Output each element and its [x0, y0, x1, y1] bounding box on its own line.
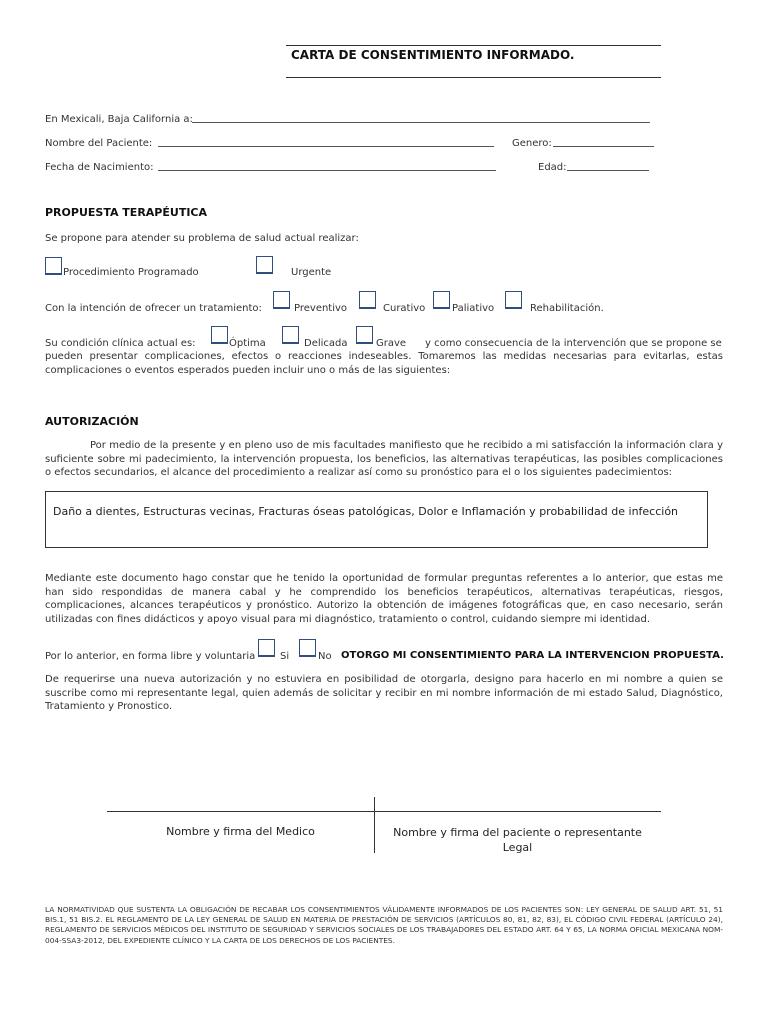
patient-signature-line2: Legal [502, 841, 533, 854]
birth-date-field[interactable] [158, 170, 496, 171]
palliative-label: Paliativo [452, 303, 495, 314]
curative-checkbox[interactable] [359, 291, 376, 309]
title-top-rule [286, 45, 661, 46]
representative-paragraph: De requerirse una nueva autorización y no estuviera en posibilidad de otorgarla, designo para hacerlo en mi nombre a quien se suscribe como mi representante legal, quien además de solicitar y recibir en mi nombre información de mi estado Salud, Diagnóstico, Tratamiento y Pronostico. [45, 674, 723, 713]
optimal-label: Óptima [229, 338, 266, 349]
condition-label: Su condición clínica actual es: [45, 338, 196, 349]
curative-label: Curativo [383, 303, 426, 314]
location-field[interactable] [192, 122, 650, 123]
condition-paragraph: pueden presentar complicaciones, efectos o reacciones indeseables. Tomaremos las medidas necesarias para evitarlas, estas complicaciones o eventos esperados pueden incluir uno o más de las siguientes: [45, 351, 723, 376]
severe-label: Grave [376, 338, 407, 349]
rehabilitation-label: Rehabilitación. [530, 303, 604, 314]
gender-label: Genero: [512, 138, 552, 149]
page-title: CARTA DE CONSENTIMIENTO INFORMADO. [291, 48, 575, 62]
delicate-label: Delicada [304, 338, 348, 349]
legal-footnote: LA NORMATIVIDAD QUE SUSTENTA LA OBLIGACIÓN DE RECABAR LOS CONSENTIMIENTOS VÁLIDAMENTE INFORMADOS DE LOS PACIENTES SON: LEY GENERAL DE SALUD ART. 51, 51 BIS.1, 51 BIS.2. EL REGLAMENTO DE LA LEY GENERAL DE SALUD EN MATERIA DE PRESTACIÓN DE SERVICIOS (ARTÍCULOS 80, 81, 82, 83), EL CÓDIGO CIVIL FEDERAL (ARTÍCULO 24), REGLAMENTO DE SERVICIOS MÉDICOS DEL INSTITUTO DE SEGURIDAD Y SERVICIOS SOCIALES DE LOS TRABAJADORES DEL ESTADO ART. 64 Y 65, LA NORMA OFICIAL MEXICANA NOM-004-SSA3-2012, DEL EXPEDIENTE CLÍNICO Y LA CARTA DE LOS DERECHOS DE LOS PACIENTES. [45, 905, 723, 945]
preventive-label: Preventivo [294, 303, 348, 314]
urgent-label: Urgente [291, 267, 332, 278]
gender-field[interactable] [553, 146, 654, 147]
preventive-checkbox[interactable] [273, 291, 290, 309]
urgent-checkbox[interactable] [256, 256, 273, 274]
scheduled-procedure-label: Procedimiento Programado [63, 267, 199, 278]
patient-signature-label [375, 825, 660, 855]
proposal-intro: Se propone para atender su problema de salud actual realizar: [45, 233, 359, 244]
birth-date-label: Fecha de Nacimiento: [45, 162, 154, 173]
consent-no-label: No [318, 651, 332, 662]
patient-signature-line1: Nombre y firma del paciente o representante [393, 826, 642, 839]
conditions-box [45, 491, 708, 548]
consent-no-checkbox[interactable] [299, 639, 316, 657]
consent-yes-label: Si [280, 651, 290, 662]
palliative-checkbox[interactable] [433, 291, 450, 309]
age-label: Edad: [538, 162, 567, 173]
proposal-heading: PROPUESTA TERAPÉUTICA [45, 206, 207, 219]
doctor-signature-label: Nombre y firma del Medico [166, 825, 315, 838]
delicate-checkbox[interactable] [282, 326, 299, 344]
intention-label: Con la intención de ofrecer un tratamiento: [45, 303, 262, 314]
age-field[interactable] [567, 170, 649, 171]
consent-yes-checkbox[interactable] [258, 639, 275, 657]
title-bottom-rule [286, 77, 661, 78]
condition-consequence-text: y como consecuencia de la intervención que se propone se [425, 338, 722, 349]
signature-line [107, 811, 661, 812]
consent-prefix: Por lo anterior, en forma libre y voluntaria [45, 651, 256, 662]
optimal-checkbox[interactable] [211, 326, 228, 344]
authorization-heading: AUTORIZACIÓN [45, 415, 139, 428]
declaration-paragraph: Mediante este documento hago constar que he tenido la oportunidad de formular preguntas referentes a lo anterior, que estas me han sido respondidas de manera cabal y he comprendido los beneficios terapéuticos, alternativas terapéuticas, riesgos, complicaciones, alcances terapéuticos y pronóstico. Autorizo la obtención de imágenes fotográficas que, en caso necesario, serán utilizadas con fines didácticos y apoyo visual para mi diagnóstico, tratamiento o control, cuidando siempre mi identidad. [45, 573, 723, 625]
consent-statement: OTORGO MI CONSENTIMIENTO PARA LA INTERVENCION PROPUESTA. [341, 650, 724, 661]
location-label: En Mexicali, Baja California a: [45, 114, 193, 125]
patient-name-label: Nombre del Paciente: [45, 138, 153, 149]
rehabilitation-checkbox[interactable] [505, 291, 522, 309]
conditions-box-text: Daño a dientes, Estructuras vecinas, Fracturas óseas patológicas, Dolor e Inflamación y probabilidad de infección [53, 505, 679, 518]
scheduled-procedure-checkbox[interactable] [45, 257, 62, 275]
patient-name-field[interactable] [158, 146, 494, 147]
severe-checkbox[interactable] [356, 326, 373, 344]
authorization-paragraph: Por medio de la presente y en pleno uso de mis facultades manifiesto que he recibido a mi satisfacción la información clara y suficiente sobre mi padecimiento, la intervención propuesta, los beneficios, las alternativas terapéuticas, las posibles complicaciones o efectos secundarios, el alcance del procedimiento a realizar así como su pronóstico para el o los siguientes padecimientos: [45, 440, 723, 479]
